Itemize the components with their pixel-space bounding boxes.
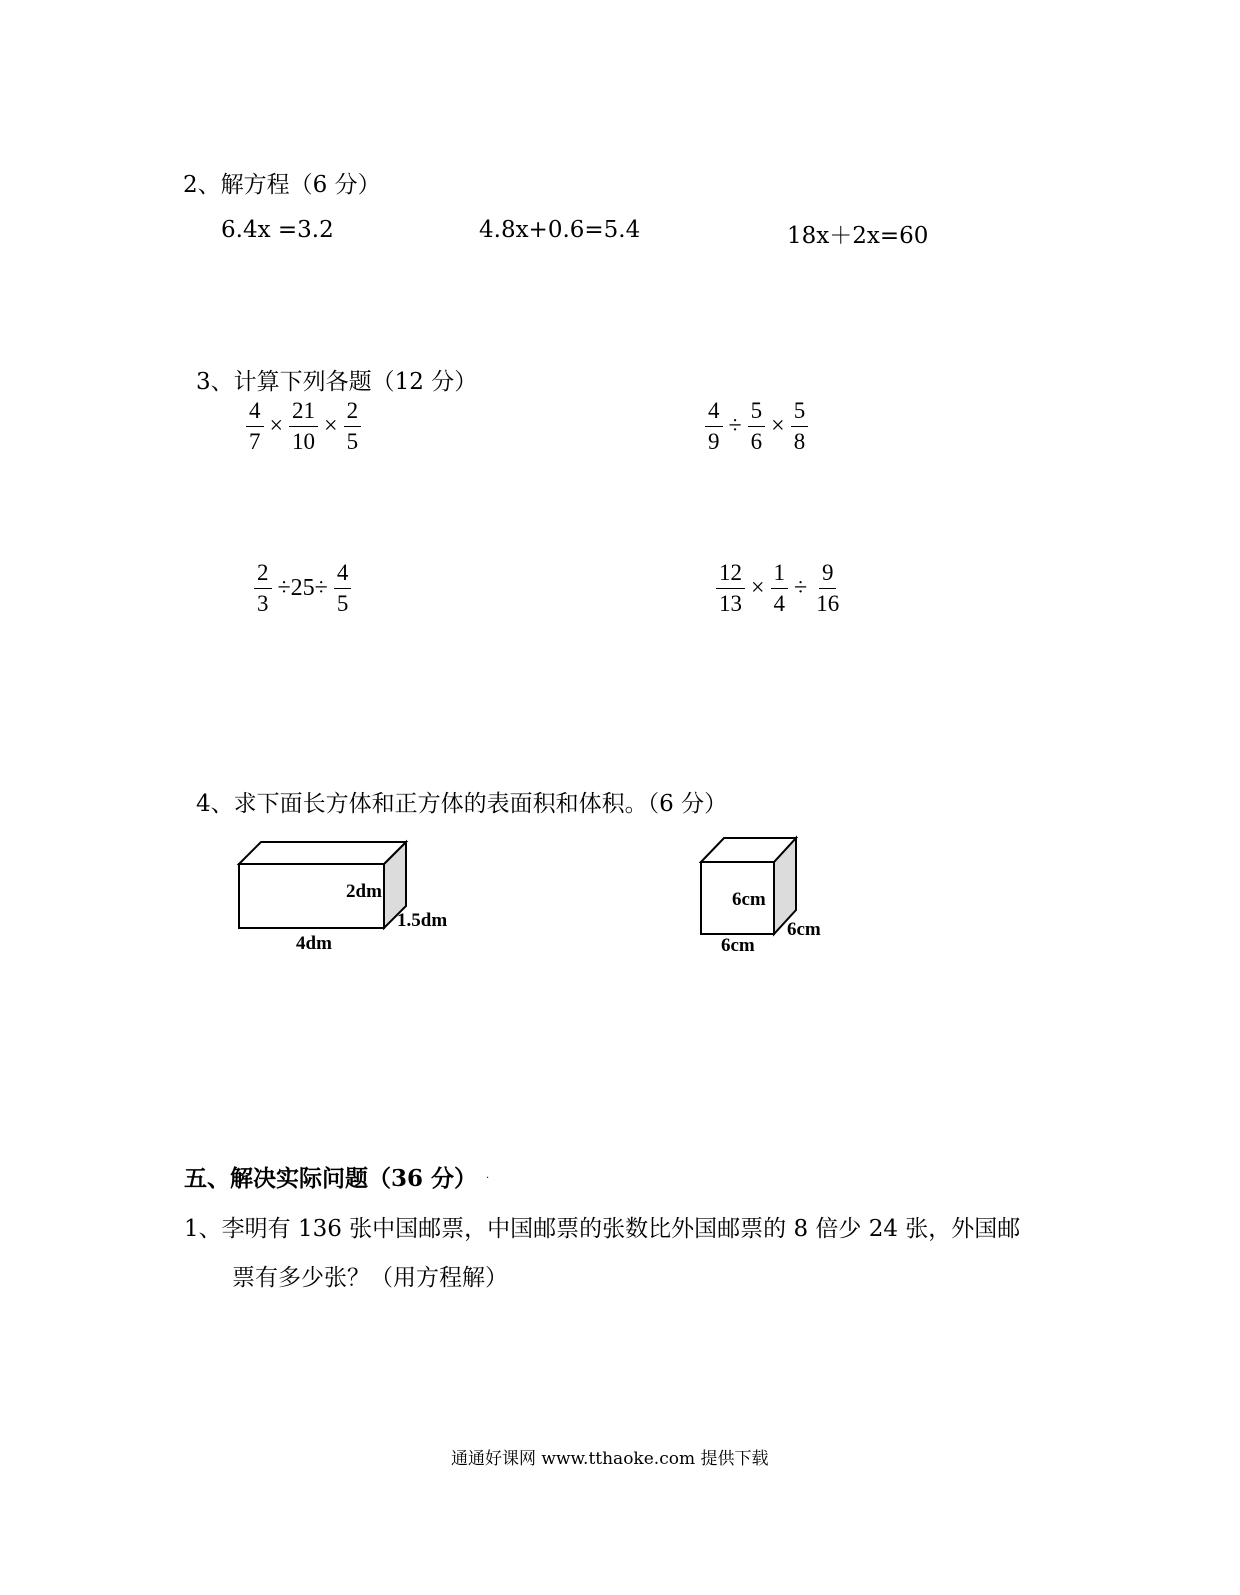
cube-width-label: 6cm xyxy=(787,919,821,940)
q2-equation-3: 18x＋2x=60 xyxy=(787,223,929,249)
cuboid-width-label: 1.5dm xyxy=(397,910,448,931)
cube-height-label: 6cm xyxy=(732,889,766,910)
cuboid-figure xyxy=(236,838,412,932)
fraction: $\frac{5}{6}$ xyxy=(748,398,766,455)
fraction: $\frac{9}{16}$ xyxy=(816,560,840,616)
fraction: $\frac{4}{7}$ xyxy=(246,398,264,455)
cuboid-length-label: 4dm xyxy=(296,933,332,954)
multiply-sign: × xyxy=(751,575,765,601)
section5-heading: 五、解决实际问题（36 分） xyxy=(184,1165,478,1192)
multiply-sign: × xyxy=(771,413,785,439)
q2-heading: 2、解方程（6 分） xyxy=(183,172,381,198)
q3-expression-4 xyxy=(714,560,844,617)
q2-equation-2: 4.8x+0.6=5.4 xyxy=(479,217,641,243)
section-dot: . xyxy=(486,1170,490,1181)
multiply-sign: × xyxy=(269,413,284,439)
cube-length-label: 6cm xyxy=(721,935,755,956)
cuboid-height-label: 2dm xyxy=(346,881,382,902)
q3-heading: 3、计算下列各题（12 分） xyxy=(196,369,478,395)
q3-expression-1 xyxy=(244,398,363,455)
fraction: $\frac{5}{8}$ xyxy=(791,398,809,455)
page-footer: 通通好课网 www.tthaoke.com 提供下载 xyxy=(451,1449,769,1469)
fraction: $\frac{1}{4}$ xyxy=(771,560,789,617)
q3-expression-3 xyxy=(252,560,353,617)
q2-equation-1: 6.4x =3.2 xyxy=(221,217,334,243)
divide-expression: ÷25÷ xyxy=(277,575,328,601)
q3-expression-2 xyxy=(703,398,810,455)
q4-heading: 4、求下面长方体和正方体的表面积和体积。（6 分） xyxy=(196,791,728,817)
divide-sign: ÷ xyxy=(728,413,742,439)
fraction: $\frac{2}{5}$ xyxy=(344,398,362,455)
fraction: $\frac{4}{9}$ xyxy=(705,398,723,455)
fraction: $\frac{12}{13}$ xyxy=(716,560,745,617)
problem1-line1: 1、李明有 136 张中国邮票，中国邮票的张数比外国邮票的 8 倍少 24 张，外国邮 xyxy=(184,1216,1021,1242)
fraction: $\frac{21}{10}$ xyxy=(289,398,318,455)
multiply-sign: × xyxy=(324,413,338,439)
problem1-line2: 票有多少张？（用方程解） xyxy=(232,1265,508,1291)
fraction: $\frac{4}{5}$ xyxy=(334,560,352,617)
fraction: $\frac{2}{3}$ xyxy=(254,560,272,617)
divide-sign: ÷ xyxy=(794,575,808,601)
cube-figure xyxy=(698,834,800,938)
